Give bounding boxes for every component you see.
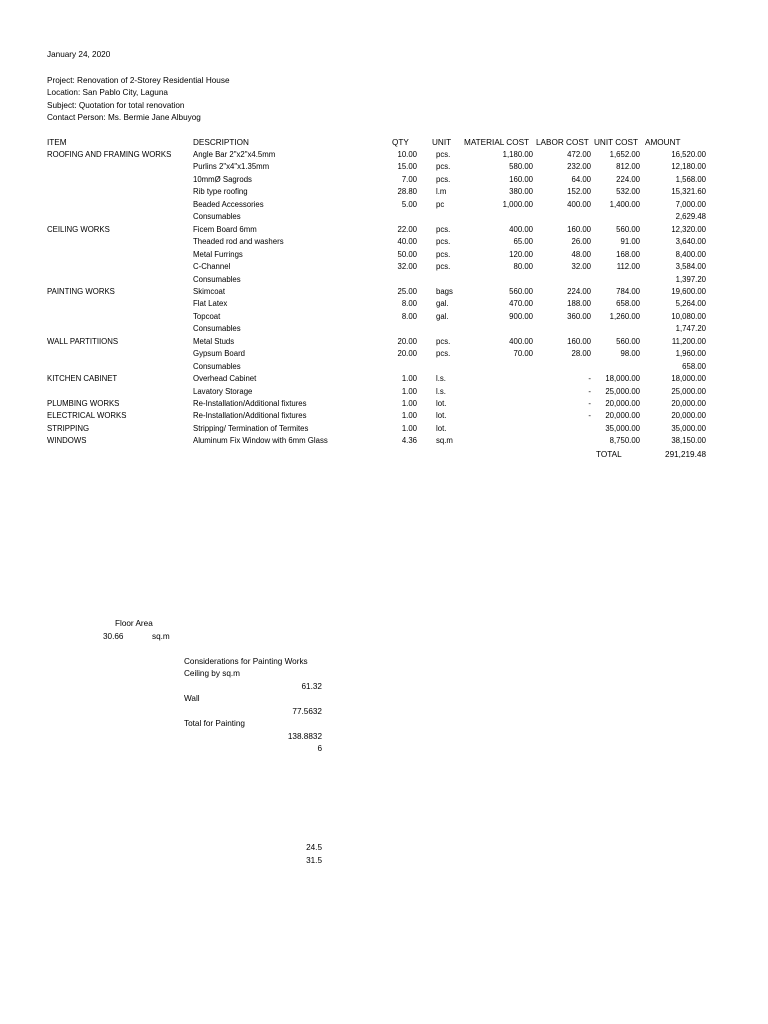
row-unit: pcs. [436, 162, 451, 172]
row-unit: gal. [436, 311, 449, 321]
row-unit-cost: 224.00 [616, 174, 640, 184]
row-unit-cost: 1,260.00 [609, 311, 640, 321]
row-material-cost: 160.00 [509, 174, 533, 184]
table-row [0, 361, 768, 373]
row-unit: lot. [436, 399, 447, 408]
row-qty: 20.00 [397, 349, 417, 359]
row-description: Aluminum Fix Window with 6mm Glass [193, 436, 328, 446]
row-amount: 1,568.00 [675, 174, 706, 184]
row-material-cost: 560.00 [509, 286, 533, 296]
row-description: Overhead Cabinet [193, 374, 257, 384]
col-header-unit: UNIT [432, 138, 452, 147]
row-amount: 1,397.20 [675, 274, 706, 284]
row-qty: 7.00 [401, 174, 417, 184]
row-description: Metal Furrings [193, 249, 243, 259]
row-qty: 50.00 [397, 249, 417, 259]
row-qty: 1.00 [401, 386, 417, 396]
row-material-cost: 65.00 [513, 237, 533, 247]
row-unit-cost: 98.00 [620, 349, 640, 359]
row-amount: 38,150.00 [671, 436, 706, 446]
table-row [0, 410, 768, 422]
row-qty: 8.00 [401, 299, 417, 309]
row-material-cost: 1,000.00 [502, 199, 533, 209]
row-unit-cost: 91.00 [620, 237, 640, 247]
row-unit-cost: 8,750.00 [609, 436, 640, 446]
row-material-cost: 1,180.00 [502, 150, 533, 159]
col-header-description: DESCRIPTION [193, 138, 249, 147]
row-qty: 32.00 [397, 262, 417, 272]
row-labor-cost: 152.00 [567, 187, 591, 197]
row-amount: 658.00 [682, 361, 706, 371]
row-unit: pcs. [436, 262, 451, 272]
row-material-cost: 470.00 [509, 299, 533, 309]
row-unit: lot. [436, 411, 447, 421]
row-unit-cost: 112.00 [616, 262, 640, 272]
total-value: 291,219.48 [665, 450, 706, 459]
table-row [0, 398, 768, 410]
row-unit-cost: 25,000.00 [605, 386, 640, 396]
subject-line: Subject: Quotation for total renovation [47, 101, 185, 110]
painting-considerations-title: Considerations for Painting Works [184, 657, 308, 666]
floor-area-label: Floor Area [115, 619, 153, 628]
table-row [0, 236, 768, 248]
row-material-cost: 400.00 [509, 224, 533, 234]
col-header-labor-cost: LABOR COST [536, 138, 589, 147]
row-labor-cost: 48.00 [571, 249, 591, 259]
row-amount: 7,000.00 [675, 199, 706, 209]
row-unit-cost: 20,000.00 [605, 411, 640, 421]
row-description: Consumables [193, 212, 241, 222]
row-unit: pcs. [436, 249, 451, 259]
row-labor-cost: 360.00 [567, 311, 591, 321]
row-amount: 15,321.60 [671, 187, 706, 197]
row-labor-cost: 160.00 [567, 224, 591, 234]
row-labor-cost: - [588, 411, 591, 421]
wall-value: 77.5632 [292, 707, 322, 716]
document-date: January 24, 2020 [47, 50, 111, 59]
contact-line: Contact Person: Ms. Bermie Jane Albuyog [47, 113, 201, 122]
row-qty: 4.36 [401, 436, 417, 446]
table-row [0, 224, 768, 236]
row-category: PLUMBING WORKS [47, 399, 120, 408]
row-category: WALL PARTITIIONS [47, 336, 119, 346]
table-row [0, 386, 768, 398]
project-line: Project: Renovation of 2-Storey Residential House [47, 76, 230, 85]
row-amount: 5,264.00 [675, 299, 706, 309]
row-labor-cost: 28.00 [571, 349, 591, 359]
row-unit: pcs. [436, 237, 451, 247]
table-row [0, 161, 768, 173]
row-labor-cost: 224.00 [567, 286, 591, 296]
row-qty: 1.00 [401, 399, 417, 408]
row-unit: pcs. [436, 336, 451, 346]
row-unit-cost: 35,000.00 [605, 423, 640, 433]
loose-value-1: 24.5 [306, 843, 322, 852]
row-unit-cost: 560.00 [616, 336, 640, 346]
row-description: Re-Installation/Additional fixtures [193, 411, 307, 421]
row-labor-cost: 188.00 [567, 299, 591, 309]
painting-total-label: Total for Painting [184, 719, 245, 728]
row-unit: pc [436, 199, 445, 209]
row-unit: pcs. [436, 349, 451, 359]
row-unit-cost: 20,000.00 [605, 399, 640, 408]
table-row [0, 311, 768, 323]
row-description: Skimcoat [193, 286, 226, 296]
row-material-cost: 380.00 [509, 187, 533, 197]
row-unit-cost: 18,000.00 [605, 374, 640, 384]
row-description: Beaded Accessories [193, 199, 264, 209]
row-description: Lavatory Storage [193, 386, 253, 396]
row-labor-cost: - [588, 386, 591, 396]
table-row [0, 249, 768, 261]
row-unit: lot. [436, 423, 447, 433]
row-amount: 16,520.00 [671, 150, 706, 159]
row-qty: 20.00 [397, 336, 417, 346]
row-description: Theaded rod and washers [193, 237, 284, 247]
row-unit: l.m [436, 187, 447, 197]
row-qty: 22.00 [397, 224, 417, 234]
table-row [0, 286, 768, 298]
row-amount: 8,400.00 [675, 249, 706, 259]
table-row [0, 199, 768, 211]
row-amount: 11,200.00 [671, 336, 706, 346]
row-unit: pcs. [436, 150, 451, 159]
ceiling-label: Ceiling by sq.m [184, 669, 240, 678]
table-row [0, 323, 768, 335]
row-description: Consumables [193, 274, 241, 284]
row-qty: 1.00 [401, 423, 417, 433]
floor-area-unit: sq.m [152, 632, 170, 641]
row-description: C-Channel [193, 262, 231, 272]
row-unit: sq.m [436, 436, 453, 446]
row-amount: 3,584.00 [675, 262, 706, 272]
row-amount: 20,000.00 [671, 399, 706, 408]
row-labor-cost: 232.00 [567, 162, 591, 172]
row-description: Consumables [193, 324, 241, 334]
row-amount: 10,080.00 [671, 311, 706, 321]
row-unit-cost: 532.00 [616, 187, 640, 197]
row-amount: 1,960.00 [675, 349, 706, 359]
table-row [0, 423, 768, 435]
row-amount: 35,000.00 [671, 423, 706, 433]
table-row [0, 186, 768, 198]
row-amount: 18,000.00 [671, 374, 706, 384]
row-unit: pcs. [436, 224, 451, 234]
row-amount: 2,629.48 [675, 212, 706, 222]
location-line: Location: San Pablo City, Laguna [47, 88, 168, 97]
table-row [0, 348, 768, 360]
row-description: 10mmØ Sagrods [193, 174, 252, 184]
row-unit-cost: 1,400.00 [609, 199, 640, 209]
row-labor-cost: 400.00 [567, 199, 591, 209]
row-unit: l.s. [436, 374, 446, 384]
row-labor-cost: 64.00 [571, 174, 591, 184]
row-description: Ficem Board 6mm [193, 224, 257, 234]
col-header-material-cost: MATERIAL COST [464, 138, 530, 147]
row-description: Gypsum Board [193, 349, 246, 359]
row-qty: 8.00 [401, 311, 417, 321]
row-qty: 5.00 [401, 199, 417, 209]
row-qty: 1.00 [401, 411, 417, 421]
row-category: KITCHEN CABINET [47, 374, 118, 384]
col-header-unit-cost: UNIT COST [594, 138, 638, 147]
row-description: Re-Installation/Additional fixtures [193, 399, 307, 408]
row-amount: 1,747.20 [675, 324, 706, 334]
row-labor-cost: - [588, 374, 591, 384]
row-amount: 19,600.00 [671, 286, 706, 296]
row-unit: pcs. [436, 174, 451, 184]
row-material-cost: 580.00 [509, 162, 533, 172]
row-description: Stripping/ Termination of Termites [193, 423, 309, 433]
row-amount: 12,180.00 [671, 162, 706, 172]
table-row [0, 261, 768, 273]
row-labor-cost: 160.00 [567, 336, 591, 346]
row-material-cost: 70.00 [513, 349, 533, 359]
row-material-cost: 400.00 [509, 336, 533, 346]
row-amount: 3,640.00 [675, 237, 706, 247]
row-unit: bags [436, 286, 453, 296]
painting-total-value: 138.8832 [287, 732, 322, 741]
row-description: Rib type roofing [193, 187, 248, 197]
col-header-item: ITEM [47, 138, 67, 147]
row-category: PAINTING WORKS [47, 286, 115, 296]
row-material-cost: 80.00 [513, 262, 533, 272]
row-material-cost: 120.00 [509, 249, 533, 259]
row-category: CEILING WORKS [47, 224, 110, 234]
row-unit: gal. [436, 299, 449, 309]
row-qty: 15.00 [397, 162, 417, 172]
row-qty: 40.00 [397, 237, 417, 247]
row-amount: 12,320.00 [671, 224, 706, 234]
row-unit-cost: 812.00 [616, 162, 640, 172]
row-unit-cost: 168.00 [616, 249, 640, 259]
row-qty: 10.00 [397, 150, 417, 159]
row-amount: 25,000.00 [671, 386, 706, 396]
loose-value-2: 31.5 [306, 856, 322, 865]
table-row [0, 274, 768, 286]
wall-label: Wall [184, 694, 200, 703]
table-row [0, 174, 768, 186]
row-labor-cost: 472.00 [567, 150, 591, 159]
ceiling-value: 61.32 [301, 682, 322, 691]
row-labor-cost: 32.00 [571, 262, 591, 272]
row-category: ROOFING AND FRAMING WORKS [47, 150, 172, 159]
row-labor-cost: 26.00 [571, 237, 591, 247]
col-header-amount: AMOUNT [645, 138, 681, 147]
row-description: Purlins 2"x4"x1.35mm [193, 162, 270, 172]
row-qty: 1.00 [401, 374, 417, 384]
row-unit-cost: 560.00 [616, 224, 640, 234]
row-description: Topcoat [193, 311, 221, 321]
table-row [0, 211, 768, 223]
table-row [0, 435, 768, 447]
row-category: STRIPPING [47, 423, 90, 433]
row-description: Angle Bar 2"x2"x4.5mm [193, 150, 276, 159]
row-unit-cost: 1,652.00 [609, 150, 640, 159]
row-unit: l.s. [436, 386, 446, 396]
row-unit-cost: 658.00 [616, 299, 640, 309]
floor-area-value: 30.66 [103, 632, 124, 641]
table-row [0, 336, 768, 348]
table-row [0, 298, 768, 310]
row-labor-cost: - [588, 399, 591, 408]
row-category: ELECTRICAL WORKS [47, 411, 127, 421]
row-category: WINDOWS [47, 436, 87, 446]
row-qty: 25.00 [397, 286, 417, 296]
painting-extra-value: 6 [317, 744, 322, 753]
total-label: TOTAL [596, 450, 622, 459]
row-material-cost: 900.00 [509, 311, 533, 321]
table-row [0, 149, 768, 161]
row-description: Consumables [193, 361, 241, 371]
col-header-qty: QTY [392, 138, 409, 147]
table-row [0, 373, 768, 385]
row-description: Metal Studs [193, 336, 235, 346]
row-qty: 28.80 [397, 187, 417, 197]
row-unit-cost: 784.00 [616, 286, 640, 296]
row-amount: 20,000.00 [671, 411, 706, 421]
row-description: Flat Latex [193, 299, 228, 309]
